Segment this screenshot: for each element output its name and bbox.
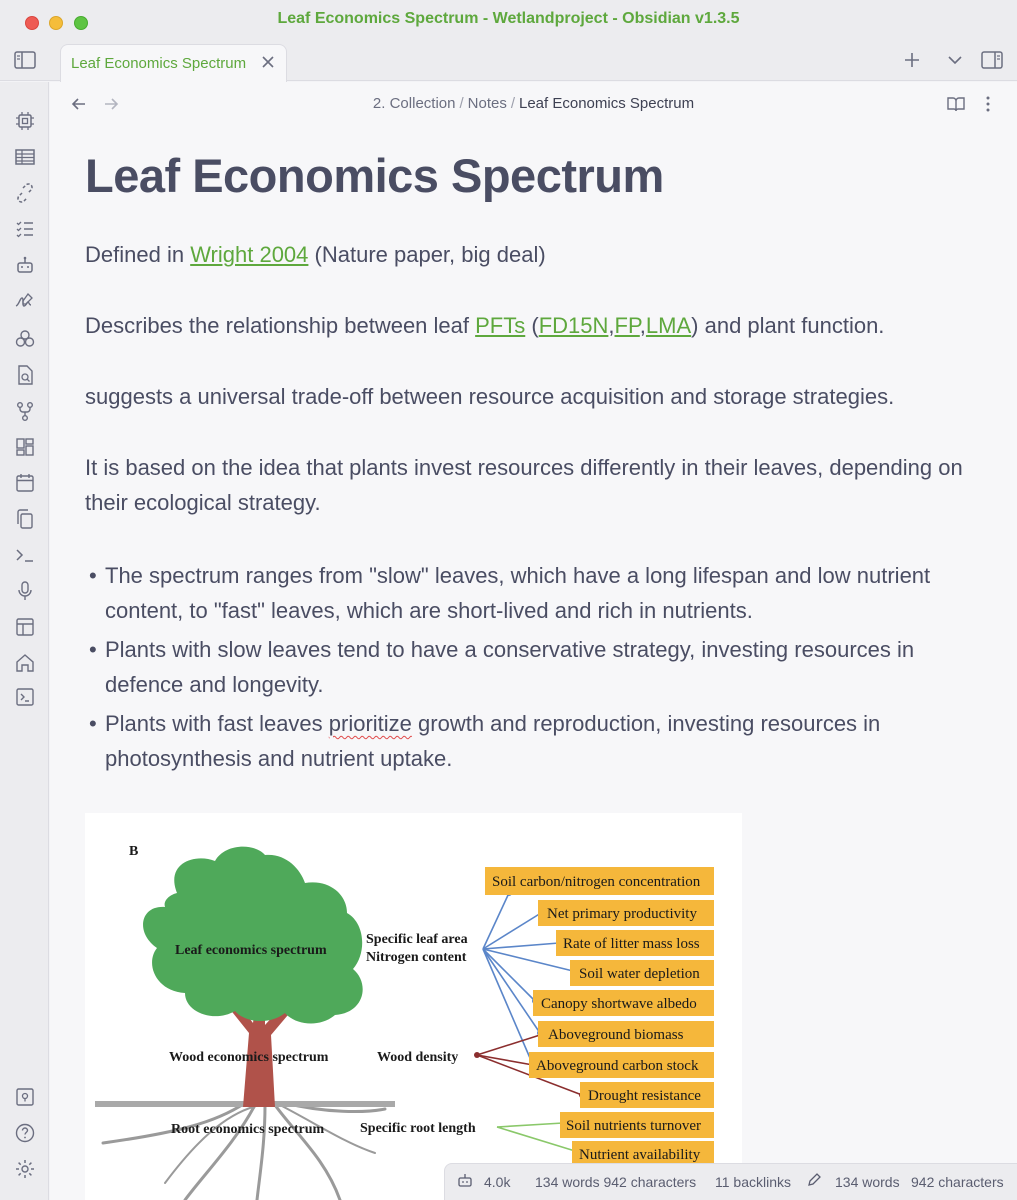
pencil-icon[interactable] — [806, 1172, 822, 1191]
trait-wood-density: Wood density — [377, 1050, 459, 1065]
layout-grid-icon[interactable] — [14, 436, 36, 458]
list-item[interactable]: • Plants with slow leaves tend to have a conservative strategy, investing resources in defence and longevity. — [85, 632, 975, 702]
trait-specific-leaf-area: Specific leaf area — [366, 932, 468, 947]
list-item[interactable] — [85, 706, 975, 776]
text: Plants with fast leaves — [105, 711, 329, 736]
box-label: Rate of litter mass loss — [563, 936, 700, 952]
roots-illustration — [103, 1103, 385, 1200]
tree-canopy — [143, 847, 363, 1024]
trait-specific-root-length: Specific root length — [360, 1121, 476, 1136]
link-wright-2004[interactable]: Wright 2004 — [190, 242, 309, 267]
more-options-icon[interactable] — [978, 94, 998, 114]
broken-link-icon[interactable] — [14, 182, 36, 204]
paragraph-describes[interactable] — [85, 308, 975, 343]
window-title: Leaf Economics Spectrum - Wetlandproject - Obsidian v1.3.5 — [277, 10, 740, 27]
microphone-icon[interactable] — [14, 580, 36, 602]
list-item[interactable]: • The spectrum ranges from "slow" leaves, which have a long lifespan and low nutrient content, to "fast" leaves, which are short-lived and rich in nutrients. — [85, 558, 975, 628]
bot-icon[interactable] — [14, 254, 36, 276]
right-sidebar-toggle-icon[interactable] — [981, 50, 1001, 70]
left-sidebar-toggle-icon[interactable] — [14, 51, 36, 69]
checklist-icon[interactable] — [14, 218, 36, 240]
text: (Nature paper, big deal) — [308, 242, 546, 267]
git-fork-icon[interactable] — [14, 400, 36, 422]
paragraph-tradeoff[interactable]: suggests a universal trade-off between resource acquisition and storage strategies. — [85, 384, 895, 409]
template-icon[interactable] — [14, 616, 36, 638]
text: , — [639, 313, 646, 338]
new-tab-icon[interactable] — [902, 50, 922, 70]
leaf-spectrum-label: Leaf economics spectrum — [175, 943, 327, 958]
box-label: Aboveground carbon stock — [536, 1058, 699, 1074]
link-pfts[interactable]: PFTs — [475, 313, 526, 338]
editor-pane — [50, 82, 1017, 1200]
box-label: Soil water depletion — [579, 966, 700, 982]
note-title[interactable]: Leaf Economics Spectrum — [85, 149, 664, 202]
cpu-icon[interactable] — [14, 110, 36, 132]
paragraph-defined[interactable] — [85, 237, 975, 272]
backlinks-count[interactable]: 11 backlinks — [715, 1174, 792, 1190]
breadcrumb — [50, 95, 1017, 112]
misspelled-word[interactable]: prioritize — [328, 711, 412, 736]
title-bar — [0, 0, 1017, 38]
tab-leaf-economics-spectrum[interactable] — [60, 44, 287, 82]
tab-label: Leaf Economics Spectrum — [71, 55, 247, 72]
trait-nitrogen-content: Nitrogen content — [366, 950, 467, 965]
sync-count[interactable]: 4.0k — [484, 1174, 511, 1190]
breadcrumb-collection[interactable]: 2. Collection — [372, 95, 456, 112]
terminal-prompt-icon[interactable] — [14, 544, 36, 566]
text: growth and reproduction, investing resources in photosynthesis and nutrient uptake. — [105, 711, 881, 771]
signature-icon[interactable] — [14, 290, 36, 312]
link-fp[interactable]: FP — [614, 313, 640, 338]
chevron-down-icon[interactable] — [945, 50, 965, 70]
left-ribbon — [0, 82, 49, 1200]
breadcrumb-notes[interactable]: Notes — [467, 95, 507, 112]
box-label: Nutrient availability — [579, 1147, 701, 1163]
text: Defined in — [85, 242, 191, 267]
breadcrumb-separator: / — [510, 95, 515, 112]
tab-bar — [0, 38, 1017, 81]
text: Describes the relationship between leaf — [85, 313, 476, 338]
breadcrumb-current[interactable]: Leaf Economics Spectrum — [519, 95, 695, 112]
help-icon[interactable] — [14, 1122, 36, 1144]
table-icon[interactable] — [14, 146, 36, 168]
home-icon[interactable] — [14, 652, 36, 674]
box-label: Soil nutrients turnover — [566, 1118, 701, 1134]
text: , — [608, 313, 615, 338]
root-spectrum-label: Root economics spectrum — [171, 1122, 325, 1137]
box-label: Canopy shortwave albedo — [541, 996, 697, 1012]
box-label: Net primary productivity — [547, 906, 697, 922]
panel-letter: B — [129, 844, 139, 859]
sync-robot-icon[interactable] — [457, 1172, 473, 1191]
vault-icon[interactable] — [14, 1086, 36, 1108]
character-count: 942 characters — [911, 1174, 1004, 1190]
settings-gear-icon[interactable] — [14, 1158, 36, 1180]
box-label: Aboveground biomass — [548, 1027, 684, 1043]
embedded-image-leaf-economics-diagram[interactable] — [85, 813, 742, 1200]
copy-icon[interactable] — [14, 508, 36, 530]
bullet-list — [85, 558, 975, 780]
word-count: 134 words 942 characters — [535, 1174, 697, 1190]
link-fd15n[interactable]: FD15N — [538, 313, 609, 338]
box-label: Drought resistance — [588, 1088, 701, 1104]
book-open-icon[interactable] — [946, 94, 966, 114]
paragraph-based-on[interactable]: It is based on the idea that plants invest resources differently in their leaves, depending on their ecological strategy. — [85, 455, 963, 515]
word-count-2: 134 words — [835, 1174, 900, 1190]
file-search-icon[interactable] — [14, 364, 36, 386]
graph-circles-icon[interactable] — [14, 328, 36, 350]
box-label: Soil carbon/nitrogen concentration — [492, 874, 701, 890]
wood-spectrum-label: Wood economics spectrum — [169, 1050, 329, 1065]
close-icon[interactable] — [260, 54, 276, 70]
link-lma[interactable]: LMA — [645, 313, 692, 338]
outcome-boxes — [485, 867, 714, 1167]
text: ) and plant function. — [691, 313, 885, 338]
status-bar — [444, 1163, 1017, 1200]
breadcrumb-separator: / — [459, 95, 464, 112]
terminal-icon[interactable] — [14, 686, 36, 708]
text: ( — [525, 313, 539, 338]
calendar-icon[interactable] — [14, 472, 36, 494]
